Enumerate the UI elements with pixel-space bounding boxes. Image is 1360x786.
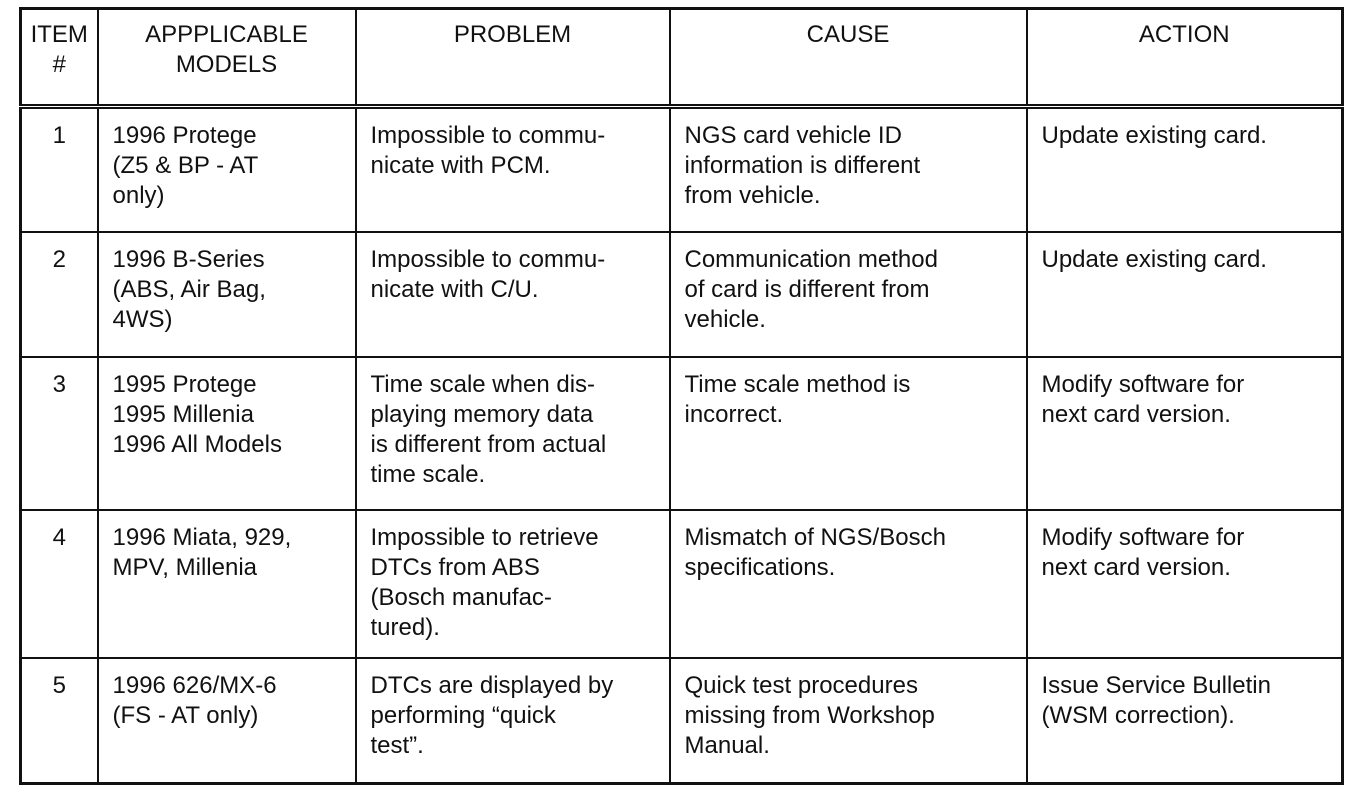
problem-cell: Impossible to retrieve DTCs from ABS (Bosch manufac- tured).: [356, 510, 670, 658]
item-number-cell: 2: [21, 232, 98, 357]
table-row: [21, 357, 1343, 510]
cause-cell: Mismatch of NGS/Bosch specifications.: [670, 510, 1027, 658]
cause-cell: Time scale method is incorrect.: [670, 357, 1027, 510]
table-row: [21, 658, 1343, 784]
table-header: [21, 9, 1343, 107]
problem-cell: Impossible to commu- nicate with C/U.: [356, 232, 670, 357]
action-cell: Modify software for next card version.: [1027, 357, 1343, 510]
header-problem: PROBLEM: [356, 9, 670, 107]
cause-cell: Quick test procedures missing from Workshop Manual.: [670, 658, 1027, 784]
action-cell: Issue Service Bulletin (WSM correction).: [1027, 658, 1343, 784]
table-row: [21, 510, 1343, 658]
table-row: [21, 107, 1343, 232]
item-number-cell: 4: [21, 510, 98, 658]
problem-cause-action-table: [19, 7, 1344, 785]
models-cell: 1996 Miata, 929, MPV, Millenia: [98, 510, 356, 658]
item-number-cell: 5: [21, 658, 98, 784]
item-number-cell: 3: [21, 357, 98, 510]
header-row: [21, 9, 1343, 107]
table-body: [21, 107, 1343, 784]
header-cause: CAUSE: [670, 9, 1027, 107]
action-cell: Update existing card.: [1027, 107, 1343, 232]
cause-cell: NGS card vehicle ID information is different from vehicle.: [670, 107, 1027, 232]
item-number-cell: 1: [21, 107, 98, 232]
models-cell: 1996 Protege (Z5 & BP - AT only): [98, 107, 356, 232]
problem-cell: DTCs are displayed by performing “quick test”.: [356, 658, 670, 784]
problem-cell: Time scale when dis- playing memory data is different from actual time scale.: [356, 357, 670, 510]
table-row: [21, 232, 1343, 357]
cause-cell: Communication method of card is different from vehicle.: [670, 232, 1027, 357]
models-cell: 1995 Protege 1995 Millenia 1996 All Models: [98, 357, 356, 510]
header-applicable-models: APPPLICABLE MODELS: [98, 9, 356, 107]
problem-cell: Impossible to commu- nicate with PCM.: [356, 107, 670, 232]
models-cell: 1996 B-Series (ABS, Air Bag, 4WS): [98, 232, 356, 357]
models-cell: 1996 626/MX-6 (FS - AT only): [98, 658, 356, 784]
problem-cause-action-sheet: [19, 7, 1341, 777]
header-item-number: ITEM #: [21, 9, 98, 107]
action-cell: Update existing card.: [1027, 232, 1343, 357]
action-cell: Modify software for next card version.: [1027, 510, 1343, 658]
header-action: ACTION: [1027, 9, 1343, 107]
